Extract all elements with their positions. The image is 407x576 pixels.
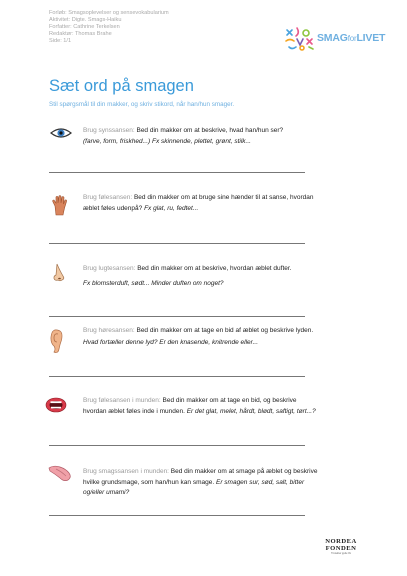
question-hearing: Brug høresansen: Bed din makker om at tage en bid af æblet og beskrive lyden. Hvad fortæller denne lyd? Er den knasende, knitrende eller... [83,327,314,346]
eye-icon [50,127,72,139]
answer-line[interactable] [49,376,305,377]
answer-line[interactable] [49,172,305,173]
question-touch: Brug følesansen: Bed din makker om at bruge sine hænder til at sanse, hvordan æblet føles udenpå? Fx glat, ru, fedtet... [83,194,314,212]
page-title: Sæt ord på smagen [49,77,194,95]
meta-author: Forfatter: Cathrine Terkelsen [49,23,120,30]
answer-line[interactable] [49,243,305,244]
logo-text: SMAGforLIVET [317,32,386,44]
question-smell: Brug lugtesansen: Bed din makker om at beskrive, hvordan æblet dufter. Fx blomsterduft, sødt... Minder duften om noget? [83,265,292,287]
meta-page: Side: 1/1 [49,37,72,44]
answer-line[interactable] [49,445,305,446]
answer-line[interactable] [49,316,305,317]
ear-icon [49,328,63,354]
hand-icon [51,195,69,216]
meta-activity: Aktivitet: Digte. Smags-Haiku [49,16,122,23]
question-taste: Brug smagssansen i munden: Bed din makker om at smage på æblet og beskrive hvilke grundsmage, som han/hun kan smage. Er smagen sur, sød, salt, bitter og/eller umami? [83,468,318,496]
answer-line[interactable] [49,515,305,516]
meta-editor: Redaktør: Thomas Brahe [49,30,112,37]
question-mouthfeel: Brug følesansen i munden: Bed din makker om at tage en bid, og beskrive hvordan æblet føles inde i munden. Er det glat, melet, hårdt, blødt, saftigt, tørt...? [83,397,316,415]
nose-icon [51,263,66,283]
meta-course: Forløb: Smagsoplevelser og sensevokabularium [49,10,169,16]
mouth-icon [45,397,67,413]
page-subtitle: Stil spørgsmål til din makker, og skriv stikord, når han/hun smager. [49,101,235,108]
document-metadata [49,10,169,45]
question-sight: Brug synssansen: Bed din makker om at beskrive, hvad han/hun ser? (farve, form, friskhed...) Fx skinnende, plettet, grønt, stilk... [83,127,284,145]
tongue-icon [48,464,74,482]
nordea-fonden-logo: NORDEA FONDEN Vi støtter gode liv [325,538,357,555]
